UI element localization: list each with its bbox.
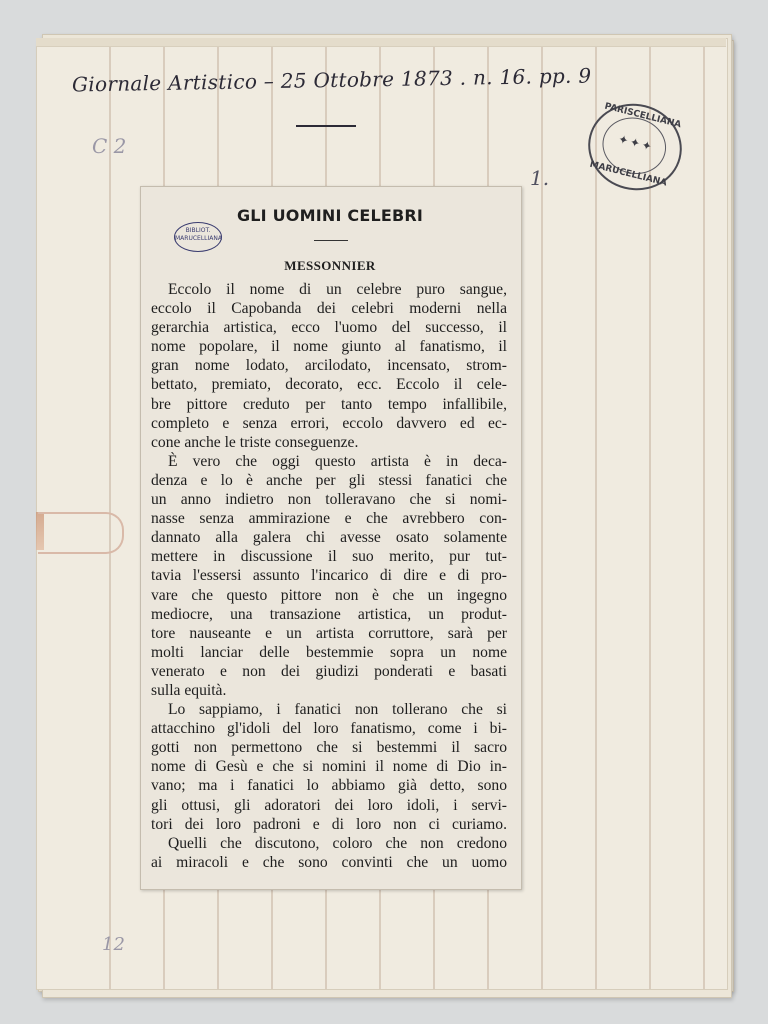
folder-top-fold [36, 38, 726, 47]
article-line: gerarchia artistica, ecco l'uomo del successo, il [151, 319, 507, 337]
handwritten-shelf-code: C 2 [92, 134, 127, 158]
clipping-library-stamp [174, 222, 222, 252]
clipping-stamp-line-1: BIBLIOT. [185, 227, 211, 234]
paper-clip-trace [38, 512, 124, 554]
article-line: Lo sappiamo, i fanatici non tollerano che si [168, 701, 507, 719]
library-stamp-crest-icon: ✦✦✦ [616, 131, 656, 155]
library-stamp-text-bottom: MARUCELLIANA [588, 159, 668, 189]
article-line: nome popolare, il nome giunto al fanatismo, il [151, 338, 507, 356]
article-line: eccolo il Capobanda dei celebri moderni nella [151, 300, 507, 318]
article-line: vano; ma i fanatici lo abbiamo già detto, sono [151, 777, 507, 795]
article-line: nasse senza ammirazione e che avrebbero con- [151, 510, 507, 528]
article-title: GLI UOMINI CELEBRI [236, 206, 424, 225]
article-line: È vero che oggi questo artista è in deca- [168, 452, 507, 470]
article-line: Eccolo il nome di un celebre puro sangue, [168, 281, 507, 298]
article-line: gli ottusi, gli adoratori dei loro idoli, i servi- [151, 796, 507, 814]
handwritten-bottom-number: 12 [102, 934, 125, 955]
article-line: tori dei loro padroni e di loro non ci curiamo. [151, 815, 507, 833]
handwritten-underline [296, 125, 356, 127]
article-line: gran nome lodato, arcilodato, incensato, strom- [151, 357, 507, 375]
handwritten-source-note: Giornale Artistico – 25 Ottobre 1873 . n. 16. pp. 9 [71, 63, 592, 97]
clipping-stamp-line-2: MARUCELLIANA [175, 235, 222, 242]
title-rule [314, 240, 348, 241]
article-line: mediocre, una transazione artistica, un produt- [151, 605, 507, 623]
article-line: mettere in discussione il suo merito, pur tut- [151, 548, 507, 566]
article-line: nome di Gesù e che si nomini il nome di Dio in- [151, 758, 507, 776]
article-line: bettato, premiato, decorato, ecc. Eccolo il cele- [151, 376, 507, 394]
article-line: denza e lo è anche per gli stessi fanatici che [151, 471, 507, 489]
article-line: completo e senza errori, eccolo davvero ed ec- [151, 414, 507, 432]
article-line: sulla equità. [151, 681, 227, 699]
article-line: tavia l'essersi assunto l'incarico di dire e di pro- [151, 567, 507, 585]
article-line: molti lanciar delle bestemmie sopra un nome [151, 643, 507, 661]
library-stamp-text-top: PARISCELLIANA [603, 101, 683, 131]
article-line: dannato alla galera chi avesse osato solamente [151, 529, 507, 547]
article-line: vare che questo pittore non è che un ingegno [151, 586, 507, 604]
article-line: attacchino gl'idoli del loro fanatismo, come i bi- [151, 720, 507, 738]
article-line: cone anche le triste conseguenze. [151, 433, 359, 451]
article-line: tore nauseante e un artista corruttore, sarà per [151, 624, 507, 642]
article-body [151, 280, 507, 872]
article-line: un anno indietro non tolleravano che si nomi- [151, 491, 507, 509]
article-line: Quelli che discutono, coloro che non credono [168, 834, 507, 852]
article-subtitle: MESSONNIER [284, 258, 376, 273]
article-line: bre pittore creduto per tanto tempo infallibile, [151, 395, 507, 413]
handwritten-page-number: 1. [530, 166, 550, 190]
article-line: ai miracoli e che sono convinti che un uomo [151, 853, 507, 871]
article-line: venerato e non dei giudizi ponderati e basati [151, 662, 507, 680]
article-line: gotti non permettono che si bestemmi il sacro [151, 739, 507, 757]
